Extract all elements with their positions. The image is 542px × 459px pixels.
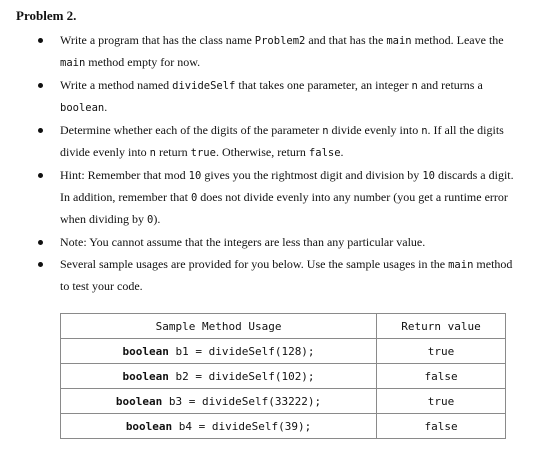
- type-keyword: boolean: [122, 344, 169, 358]
- usage-cell: [61, 414, 377, 439]
- instruction-text: does not divide evenly into any number (you get a runtime error when dividing by: [60, 190, 508, 226]
- instructions-list: [0, 30, 542, 298]
- instruction-item: [0, 120, 542, 164]
- usage-cell: [61, 339, 377, 364]
- instruction-text: method to test your code.: [60, 257, 513, 293]
- instruction-item: [0, 165, 542, 231]
- instruction-text: Determine whether each of the digits of the parameter: [60, 123, 323, 137]
- inline-code: false: [308, 147, 341, 159]
- inline-code: boolean: [60, 102, 105, 114]
- inline-code: 10: [188, 170, 202, 182]
- instruction-text: gives you the rightmost digit and division by: [201, 168, 423, 182]
- inline-code: main: [448, 259, 474, 271]
- inline-code: 0: [147, 214, 154, 226]
- table-row: [61, 389, 506, 414]
- return-value-cell: false: [377, 414, 506, 439]
- return-value-cell: true: [377, 389, 506, 414]
- sample-usage-table: [60, 313, 506, 439]
- instruction-text: ).: [153, 212, 161, 226]
- usage-cell: [61, 364, 377, 389]
- problem-title: Problem 2.: [16, 8, 77, 23]
- instruction-item: [0, 30, 542, 74]
- instruction-text: discards a digit. In addition, remember that: [60, 168, 514, 204]
- table-row: [61, 339, 506, 364]
- instruction-text: Write a program that has the class name: [60, 33, 255, 47]
- return-value-cell: false: [377, 364, 506, 389]
- instruction-text: that takes one parameter, an integer: [235, 78, 412, 92]
- instruction-text: method. Leave the: [411, 33, 504, 47]
- usage-code: b2 = divideSelf(102);: [168, 369, 315, 383]
- inline-code: n: [411, 80, 418, 92]
- instruction-text: . If all the digits divide evenly into: [60, 123, 504, 159]
- bullet-dot-icon: [38, 173, 43, 178]
- bullet-dot-icon: [38, 240, 43, 245]
- inline-code: true: [190, 147, 216, 159]
- inline-code: main: [60, 57, 86, 69]
- return-value-cell: true: [377, 339, 506, 364]
- header-sample-method-usage: Sample Method Usage: [61, 314, 377, 339]
- inline-code: Problem2: [254, 35, 306, 47]
- usage-code: b3 = divideSelf(33222);: [162, 394, 322, 408]
- type-keyword: boolean: [122, 369, 169, 383]
- type-keyword: boolean: [125, 419, 173, 433]
- instruction-text: Write a method named: [60, 78, 173, 92]
- instruction-text: .: [104, 100, 108, 114]
- bullet-dot-icon: [38, 262, 43, 267]
- inline-code: main: [386, 35, 412, 47]
- inline-code: 10: [422, 170, 435, 182]
- usage-cell: [61, 389, 377, 414]
- instruction-item: [0, 254, 542, 297]
- instruction-text: . Otherwise, return: [215, 145, 309, 159]
- table-row: [61, 364, 506, 389]
- bullet-dot-icon: [38, 128, 43, 133]
- instruction-item: [0, 232, 542, 253]
- usage-code: b4 = divideSelf(39);: [172, 419, 312, 433]
- instruction-text: method empty for now.: [85, 55, 201, 69]
- instruction-text: and that has the: [305, 33, 387, 47]
- type-keyword: boolean: [115, 394, 163, 408]
- bullet-dot-icon: [38, 38, 43, 43]
- header-return-value: Return value: [377, 314, 506, 339]
- instruction-text: Hint: Remember that mod: [60, 168, 189, 182]
- instruction-text: and returns a: [417, 78, 483, 92]
- instruction-text: return: [155, 145, 191, 159]
- inline-code: n: [149, 147, 156, 159]
- instruction-text: Note: You cannot assume that the integers are less than any particular value.: [60, 235, 426, 249]
- inline-code: n: [421, 125, 428, 137]
- inline-code: n: [322, 125, 329, 137]
- instruction-item: [0, 75, 542, 119]
- instruction-text: .: [340, 145, 344, 159]
- table-header-row: [61, 314, 506, 339]
- instruction-text: Several sample usages are provided for you below. Use the sample usages in the: [60, 257, 449, 271]
- bullet-dot-icon: [38, 83, 43, 88]
- instruction-text: divide evenly into: [328, 123, 422, 137]
- inline-code: divideSelf: [172, 80, 236, 92]
- inline-code: 0: [190, 192, 198, 204]
- usage-code: b1 = divideSelf(128);: [168, 344, 315, 358]
- table-row: [61, 414, 506, 439]
